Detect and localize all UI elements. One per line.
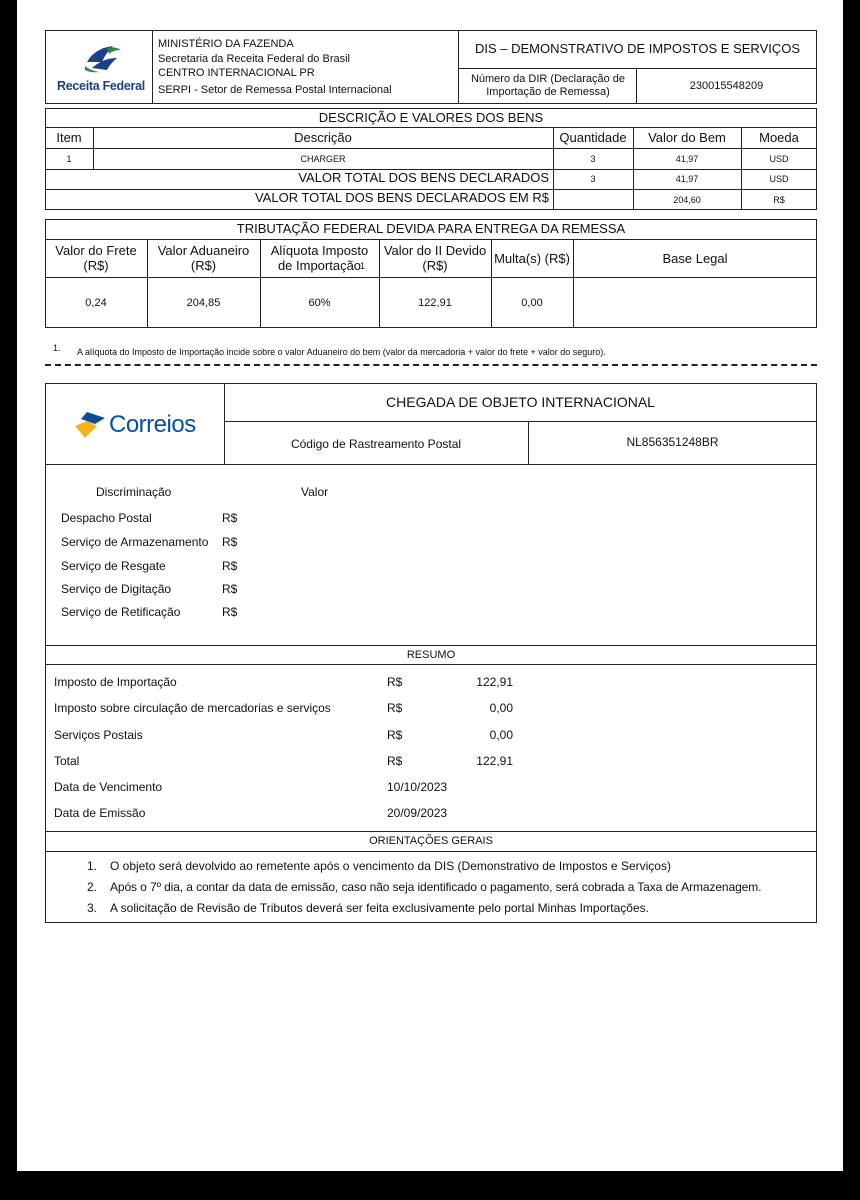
col-tax-rate-label: Alíquota Imposto de Importação [270, 243, 369, 273]
footnote-text: A alíquota do Imposto de Importação incide sobre o valor Aduaneiro do bem (valor da mercadoria + valor do frete + valor do seguro). [77, 347, 606, 357]
ministry-name: MINISTÉRIO DA FAZENDA [158, 38, 294, 50]
tracking-code: NL856351248BR [626, 435, 719, 450]
summary-currency: R$ [387, 754, 403, 768]
col-ii-due: Valor do II Devido (R$) [383, 243, 487, 273]
receita-emblem-icon [55, 40, 147, 74]
summary-value: 0,00 [489, 701, 513, 715]
service-label: Serviço de Resgate [61, 559, 166, 573]
summary-value: 122,91 [476, 675, 513, 689]
col-description: Descrição [294, 129, 352, 145]
col-customs-value: Valor Aduaneiro (R$) [157, 243, 250, 273]
col-legal-basis: Base Legal [662, 250, 728, 266]
document-title: DIS – DEMONSTRATIVO DE IMPOSTOS E SERVIÇOS [474, 40, 801, 56]
tax-rate-value: 60% [308, 296, 331, 309]
guideline-text: O objeto será devolvido ao remetente após o vencimento da DIS (Demonstrativo de Impostos e Serviços) [110, 859, 671, 873]
receita-logo-text: Receita Federal [57, 79, 145, 93]
total-brl-currency: R$ [773, 194, 785, 205]
correios-logo-text: Correios [109, 411, 196, 438]
total-quantity: 3 [590, 174, 596, 185]
correios-logo [73, 407, 213, 443]
guideline-text: A solicitação de Revisão de Tributos deverá ser feita exclusivamente pelo portal Minhas Importações. [110, 901, 649, 915]
col-tax-rate [262, 241, 377, 277]
services-col-discrimination: Discriminação [96, 485, 172, 499]
row-currency: USD [769, 153, 789, 164]
tax-rate-footnote-ref: 1 [359, 260, 365, 271]
summary-label: Total [54, 754, 80, 768]
service-label: Serviço de Armazenamento [61, 535, 209, 549]
guideline-text: Após o 7º dia, a contar da data de emissão, caso não seja identificado o pagamento, será cobrada a Taxa de Armazenagem. [110, 880, 762, 894]
total-currency: USD [769, 174, 789, 185]
col-value: Valor do Bem [648, 129, 726, 145]
total-brl-value: 204,60 [673, 194, 701, 205]
service-label: Serviço de Retificação [61, 605, 181, 619]
service-label: Serviço de Digitação [61, 582, 172, 596]
freight-value: 0,24 [85, 296, 107, 309]
summary-label: Data de Vencimento [54, 780, 163, 794]
row-value: 41,97 [675, 153, 699, 164]
service-label: Despacho Postal [61, 511, 152, 525]
dir-number: 230015548209 [689, 79, 764, 92]
row-description: CHARGER [300, 153, 346, 164]
summary-currency: R$ [387, 728, 403, 742]
service-currency: R$ [222, 511, 238, 525]
dir-number-label: Número da DIR (Declaração de Importação de Remessa) [470, 73, 626, 98]
summary-label: Imposto de Importação [54, 675, 177, 689]
goods-section-title: DESCRIÇÃO E VALORES DOS BENS [318, 109, 544, 125]
col-quantity: Quantidade [559, 129, 627, 145]
correios-emblem-icon [73, 410, 107, 440]
summary-currency: R$ [387, 701, 403, 715]
summary-currency: R$ [387, 675, 403, 689]
correios-title: CHEGADA DE OBJETO INTERNACIONAL [386, 394, 655, 411]
guideline-number: 3. [87, 901, 98, 915]
secretariat-name: Secretaria da Receita Federal do Brasil [158, 53, 350, 65]
sector-name: SERPI - Setor de Remessa Postal Internacional [158, 84, 392, 96]
guidelines-title: ORIENTAÇÕES GERAIS [369, 835, 493, 848]
footnote-number: 1. [53, 343, 61, 353]
summary-label: Serviços Postais [54, 728, 143, 742]
col-freight: Valor do Frete (R$) [55, 243, 137, 273]
summary-value: 122,91 [476, 754, 513, 768]
tracking-label: Código de Rastreamento Postal [290, 436, 462, 451]
summary-date: 10/10/2023 [387, 780, 448, 794]
total-label: VALOR TOTAL DOS BENS DECLARADOS [298, 170, 549, 185]
total-brl-label: VALOR TOTAL DOS BENS DECLARADOS EM R$ [254, 190, 549, 205]
col-currency: Moeda [759, 129, 799, 145]
legal-basis-value [573, 278, 817, 328]
summary-value: 0,00 [489, 728, 513, 742]
row-quantity: 3 [590, 153, 596, 164]
summary-date: 20/09/2023 [387, 806, 448, 820]
cut-line-divider [45, 364, 817, 366]
summary-title: RESUMO [406, 648, 456, 661]
summary-label: Imposto sobre circulação de mercadorias e serviços [54, 701, 331, 715]
receita-federal-logo [55, 40, 147, 96]
center-name: CENTRO INTERNACIONAL PR [158, 67, 315, 79]
fines-value: 0,00 [521, 296, 543, 309]
service-currency: R$ [222, 605, 238, 619]
service-currency: R$ [222, 582, 238, 596]
ii-due-value: 122,91 [418, 296, 452, 309]
service-currency: R$ [222, 535, 238, 549]
summary-label: Data de Emissão [54, 806, 146, 820]
document-page [17, 0, 843, 1171]
taxation-section-title: TRIBUTAÇÃO FEDERAL DEVIDA PARA ENTREGA DA REMESSA [236, 221, 626, 237]
customs-value: 204,85 [186, 296, 221, 309]
guideline-number: 1. [87, 859, 98, 873]
services-col-value: Valor [301, 485, 329, 499]
service-currency: R$ [222, 559, 238, 573]
col-item: Item [56, 129, 82, 145]
row-item: 1 [66, 153, 72, 164]
col-fines: Multa(s) (R$) [494, 250, 570, 266]
total-value: 41,97 [675, 174, 699, 185]
guideline-number: 2. [87, 880, 98, 894]
